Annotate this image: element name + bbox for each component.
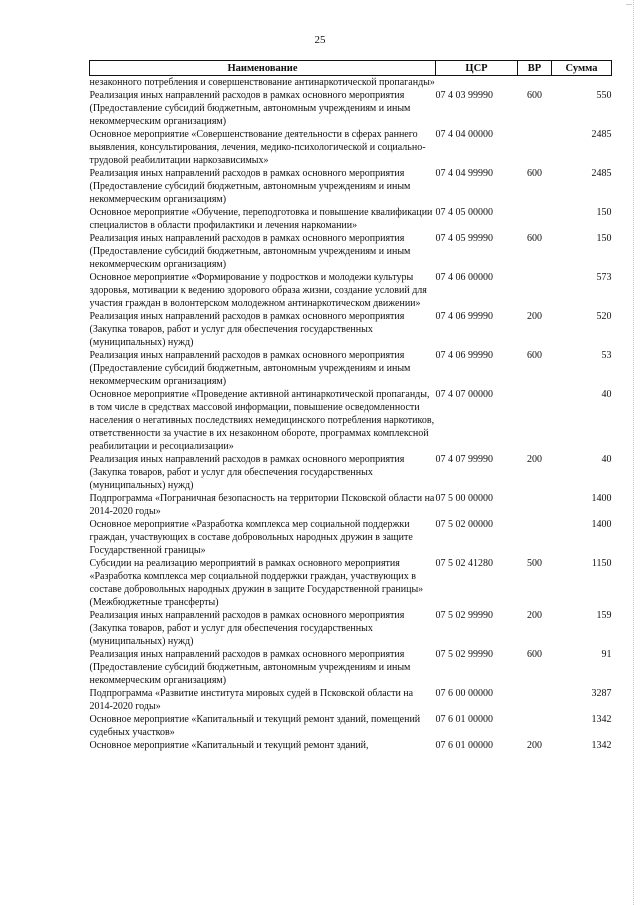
cell-sum: 40 <box>601 454 612 465</box>
cell-csr: 07 5 02 41280 <box>435 558 493 569</box>
cell-vr: 600 <box>527 350 542 361</box>
cell-sum: 2485 <box>591 129 612 140</box>
cell-name: Основное мероприятие «Совершенствование деятельности в сферах раннего выявления, консультирования, лечения, медико-психологической и социально-трудовой реабилитации наркозависимых» <box>89 129 426 166</box>
cell-vr <box>518 518 552 557</box>
cell-vr: 200 <box>527 311 542 322</box>
cell-csr: 07 6 01 00000 <box>435 740 493 751</box>
header-csr: ЦСР <box>436 61 518 76</box>
cell-vr <box>518 206 552 232</box>
header-vr: ВР <box>518 61 552 76</box>
cell-name: Подпрограмма «Развитие института мировых судей в Псковской области на 2014-2020 годы» <box>89 688 414 712</box>
cell-vr: 200 <box>527 740 542 751</box>
cell-csr: 07 6 01 00000 <box>435 714 493 725</box>
cell-sum: 150 <box>596 207 612 218</box>
cell-vr <box>518 128 552 167</box>
table-row <box>90 492 612 518</box>
cell-csr: 07 4 06 99990 <box>435 311 493 322</box>
table-row <box>90 648 612 687</box>
budget-table <box>89 60 612 752</box>
table-row <box>90 271 612 310</box>
cell-csr: 07 4 05 99990 <box>435 233 493 244</box>
table-row <box>90 739 612 752</box>
cell-csr: 07 5 02 99990 <box>435 610 493 621</box>
cell-sum: 40 <box>601 389 612 400</box>
cell-vr: 500 <box>527 558 542 569</box>
header-sum: Сумма <box>552 61 612 76</box>
cell-csr: 07 4 06 99990 <box>435 350 493 361</box>
table-row <box>90 388 612 453</box>
corner-mark: — <box>626 2 632 8</box>
cell-name: Реализация иных направлений расходов в рамках основного мероприятия (Предоставление субсидий бюджетным, автономным учреждениям и иным некоммерческим организациям) <box>89 350 411 387</box>
cell-vr <box>518 388 552 453</box>
cell-vr: 200 <box>527 610 542 621</box>
cell-sum: 150 <box>596 233 612 244</box>
cell-csr: 07 4 03 99990 <box>435 90 493 101</box>
cell-name: Субсидии на реализацию мероприятий в рамках основного мероприятия «Разработка комплекса мер социальной поддержки граждан, участвующих в составе добровольных народных дружин в защите Государственной границы» (Межбюджетные трансферты) <box>89 558 424 608</box>
cell-csr: 07 4 06 00000 <box>435 272 493 283</box>
cell-csr: 07 5 02 99990 <box>435 649 493 660</box>
cell-name: Реализация иных направлений расходов в рамках основного мероприятия (Закупка товаров, работ и услуг для обеспечения государственных (муниципальных) нужд) <box>89 610 405 647</box>
cell-name: Реализация иных направлений расходов в рамках основного мероприятия (Закупка товаров, работ и услуг для обеспечения государственных (муниципальных) нужд) <box>89 454 405 491</box>
table-row <box>90 89 612 128</box>
cell-csr: 07 5 00 00000 <box>435 493 493 504</box>
cell-vr <box>518 713 552 739</box>
table-row <box>90 167 612 206</box>
cell-vr <box>518 492 552 518</box>
cell-sum: 159 <box>596 610 612 621</box>
table-row <box>90 76 612 90</box>
cell-vr: 600 <box>527 168 542 179</box>
cell-sum: 1342 <box>591 740 612 751</box>
table-row <box>90 232 612 271</box>
cell-sum: 1342 <box>591 714 612 725</box>
cell-vr: 600 <box>527 649 542 660</box>
cell-csr: 07 4 04 00000 <box>435 129 493 140</box>
table-body <box>90 76 612 753</box>
table-row <box>90 557 612 609</box>
cell-name: Основное мероприятие «Капитальный и текущий ремонт зданий, <box>89 740 369 751</box>
cell-name: незаконного потребления и совершенствование антинаркотической пропаганды» <box>89 77 435 88</box>
table-row <box>90 128 612 167</box>
cell-name: Основное мероприятие «Проведение активной антинаркотической пропаганды, в том числе в средствах массовой информации, повышение осведомленности населения о негативных последствиях немедицинского потребления наркотиков, ответственности за участие в их незаконном обороте, программах комплексной реабилитации и ресоциализации» <box>89 389 435 452</box>
cell-csr: 07 4 07 00000 <box>435 389 493 400</box>
table-row <box>90 687 612 713</box>
header-name: Наименование <box>90 61 436 76</box>
cell-name: Реализация иных направлений расходов в рамках основного мероприятия (Предоставление субсидий бюджетным, автономным учреждениям и иным некоммерческим организациям) <box>89 233 411 270</box>
cell-sum: 520 <box>596 311 612 322</box>
cell-sum: 1150 <box>591 558 612 569</box>
cell-csr: 07 6 00 00000 <box>435 688 493 699</box>
page-number: 25 <box>314 34 326 46</box>
cell-sum: 3287 <box>591 688 612 699</box>
cell-sum: 2485 <box>591 168 612 179</box>
table-row <box>90 310 612 349</box>
cell-csr: 07 4 04 99990 <box>435 168 493 179</box>
table-header-row <box>90 61 612 76</box>
table-row <box>90 453 612 492</box>
scan-edge-line <box>632 0 634 905</box>
cell-csr <box>436 76 518 90</box>
table-row <box>90 349 612 388</box>
cell-vr: 600 <box>527 233 542 244</box>
cell-sum: 550 <box>596 90 612 101</box>
cell-vr: 200 <box>527 454 542 465</box>
table-row <box>90 609 612 648</box>
cell-name: Подпрограмма «Пограничная безопасность на территории Псковской области на 2014-2020 годы» <box>89 493 435 517</box>
cell-csr: 07 4 07 99990 <box>435 454 493 465</box>
cell-vr <box>518 76 552 90</box>
cell-vr <box>518 687 552 713</box>
cell-sum: 91 <box>601 649 612 660</box>
cell-name: Реализация иных направлений расходов в рамках основного мероприятия (Предоставление субсидий бюджетным, автономным учреждениям и иным некоммерческим организациям) <box>89 90 411 127</box>
cell-vr <box>518 271 552 310</box>
cell-name: Основное мероприятие «Капитальный и текущий ремонт зданий, помещений судебных участков» <box>89 714 421 738</box>
cell-sum: 1400 <box>591 493 612 504</box>
table-row <box>90 518 612 557</box>
table-row <box>90 713 612 739</box>
table-row <box>90 206 612 232</box>
cell-vr: 600 <box>527 90 542 101</box>
cell-sum: 1400 <box>591 519 612 530</box>
cell-name: Реализация иных направлений расходов в рамках основного мероприятия (Предоставление субсидий бюджетным, автономным учреждениям и иным некоммерческим организациям) <box>89 649 411 686</box>
cell-name: Реализация иных направлений расходов в рамках основного мероприятия (Закупка товаров, работ и услуг для обеспечения государственных (муниципальных) нужд) <box>89 311 405 348</box>
cell-name: Реализация иных направлений расходов в рамках основного мероприятия (Предоставление субсидий бюджетным, автономным учреждениям и иным некоммерческим организациям) <box>89 168 411 205</box>
cell-sum <box>552 76 612 90</box>
cell-name: Основное мероприятие «Разработка комплекса мер социальной поддержки граждан, участвующих в составе добровольных народных дружин в защите Государственной границы» <box>89 519 413 556</box>
cell-sum: 573 <box>596 272 612 283</box>
cell-csr: 07 4 05 00000 <box>435 207 493 218</box>
cell-name: Основное мероприятие «Обучение, переподготовка и повышение квалификации специалистов в области профилактики и лечения наркомании» <box>89 207 433 231</box>
cell-name: Основное мероприятие «Формирование у подростков и молодежи культуры здоровья, мотивации к ведению здорового образа жизни, создание условий для участия граждан в волонтерском молодежном антинаркотическом движении» <box>89 272 427 309</box>
cell-csr: 07 5 02 00000 <box>435 519 493 530</box>
cell-sum: 53 <box>601 350 612 361</box>
